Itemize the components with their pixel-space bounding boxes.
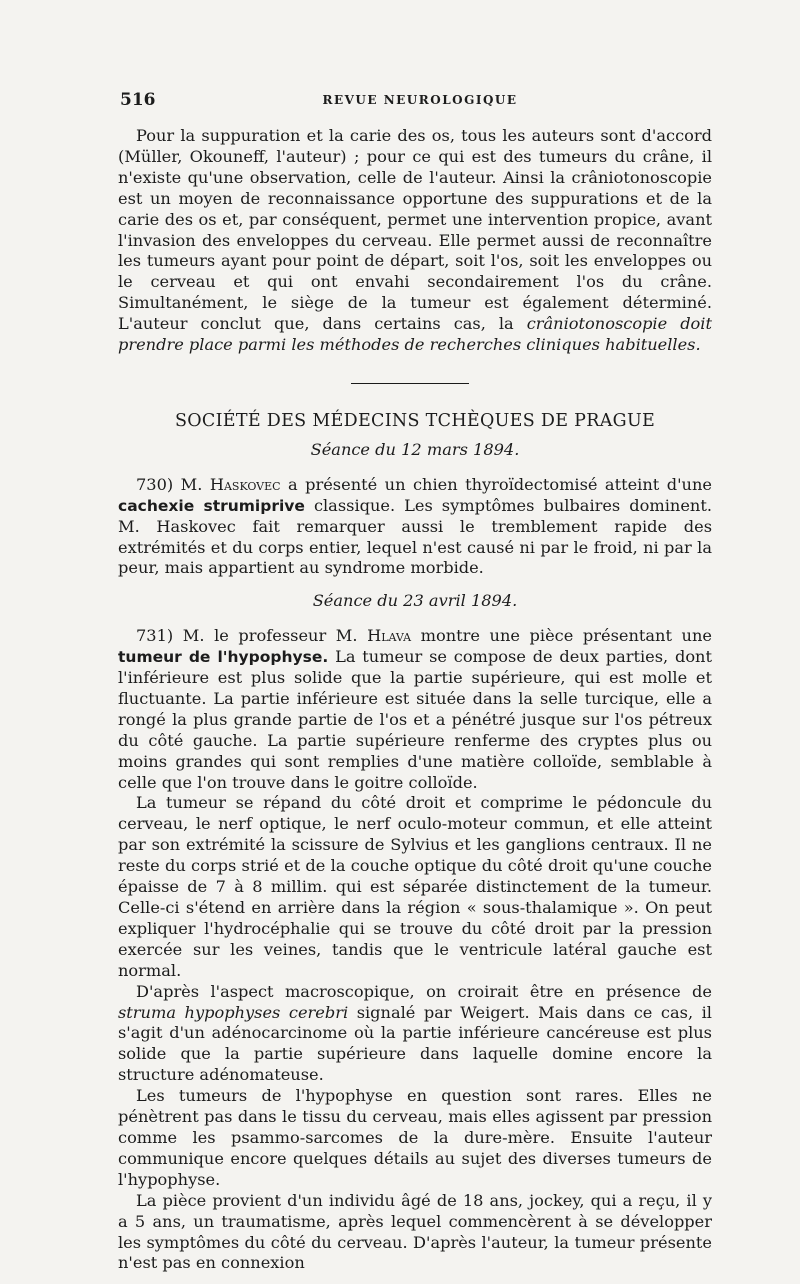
paragraph-tumor-spread: La tumeur se répand du côté droit et comprime le pédoncule du cerveau, le nerf optique, le nerf oculo-moteur commun, et elle atteint par son extrémité la scissure de Sylvius et les ganglions centraux. Il ne reste du corps strié et de la couche optique du côté droit qu'une couche épaisse de 7 à 8 millim. qui est séparée distinctement de la tumeur. Celle-ci s'étend en arrière dans la région « sous-thalamique ». On peut expliquer l'hydrocéphalie qui se trouve du côté droit par la pression exercée sur les veines, tandis que le ventricule latéral gauche est normal.: [118, 793, 712, 980]
macroscopic-text-a: D'après l'aspect macroscopique, on croirait être en présence de: [136, 981, 712, 1001]
intro-paragraph: [118, 126, 712, 356]
entry-730-text-2: classique. Les symptômes bulbaires dominent. M. Haskovec fait remarquer aussi le tremblement rapide des extrémités et du corps entier, lequel n'est causé ni par le froid, ni par la peur, mais appartient au syndrome morbide.: [118, 495, 712, 578]
page-header: [120, 90, 720, 114]
running-head: REVUE NEUROLOGIQUE: [322, 93, 518, 107]
entry-730-num: 730) M.: [136, 474, 203, 494]
paragraph-rarity: Les tumeurs de l'hypophyse en question sont rares. Elles ne pénètrent pas dans le tissu du cerveau, mais elles agissent par pression comme les psammo-sarcomes de la dure-mère. Ensuite l'auteur communique encore quelques détails au sujet des diverses tumeurs de l'hypophyse.: [118, 1086, 712, 1189]
entry-731-author: Hlava: [367, 626, 412, 646]
macroscopic-italic: struma hypophyses cerebri: [118, 1002, 349, 1022]
seance-1-title: Séance du 12 mars 1894.: [310, 439, 520, 459]
entry-731-text-2: La tumeur se compose de deux parties, dont l'inférieure est plus solide que la partie supérieure, qui est molle et fluctuante. La partie inférieure est située dans la selle turcique, elle a rongé la plus grande partie de l'os et a pénétré jusque sur l'os pétreux du côté gauche. La partie supérieure renferme des cryptes plus ou moins grandes qui sont remplies d'une matière colloïde, semblable à celle que l'on trouve dans le goitre colloïde.: [118, 647, 712, 792]
entry-731-bold: tumeur de l'hypophyse.: [118, 648, 329, 667]
entry-730-author: Haskovec: [209, 474, 281, 494]
seance-2-title: Séance du 23 avril 1894.: [312, 591, 518, 611]
body-text: [118, 126, 712, 1274]
society-title: SOCIÉTÉ DES MÉDECINS TCHÈQUES DE PRAGUE: [174, 410, 656, 431]
section-divider: [351, 383, 469, 384]
macroscopic-text-b: signalé par Weigert. Mais dans ce cas, il s'agit d'un adénocarcinome où la partie inférieure cancéreuse est plus solide que la partie supérieure dans laquelle domine encore la structure adénomateuse.: [118, 1002, 712, 1085]
intro-italic: crâniotonoscopie doit prendre place parmi les méthodes de recherches cliniques habituelles.: [118, 314, 712, 355]
entry-730-bold: cachexie strumiprive: [118, 496, 305, 515]
entry-730: [118, 475, 712, 580]
paragraph-specimen: La pièce provient d'un individu âgé de 18 ans, jockey, qui a reçu, il y a 5 ans, un traumatisme, après lequel commencèrent à se développer les symptômes du côté du cerveau. D'après l'auteur, la tumeur présente n'est pas en connexion: [118, 1190, 712, 1273]
entry-731-num: 731) M. le professeur M.: [136, 626, 358, 646]
paragraph-macroscopic: [118, 982, 712, 1087]
page-number: 516: [120, 90, 156, 110]
entry-731: [118, 626, 712, 793]
entry-731-text-1: montre une pièce présentant une: [420, 626, 712, 646]
entry-730-text-1: a présenté un chien thyroïdectomisé atteint d'une: [288, 474, 712, 494]
intro-text: Pour la suppuration et la carie des os, tous les auteurs sont d'accord (Müller, Okouneff, l'auteur) ; pour ce qui est des tumeurs du crâne, il n'existe qu'une observation, celle de l'auteur. Ainsi la crâniotonoscopie est un moyen de reconnaissance opportune des suppurations et de la carie des os et, par conséquent, permet une intervention propice, avant l'invasion des enveloppes du cerveau. Elle permet aussi de reconnaître les tumeurs ayant pour point de départ, soit l'os, soit les enveloppes ou le cerveau et qui ont envahi secondairement l'os du crâne. Simultanément, le siège de la tumeur est également déterminé. L'auteur conclut que, dans certains cas, la: [118, 126, 712, 334]
